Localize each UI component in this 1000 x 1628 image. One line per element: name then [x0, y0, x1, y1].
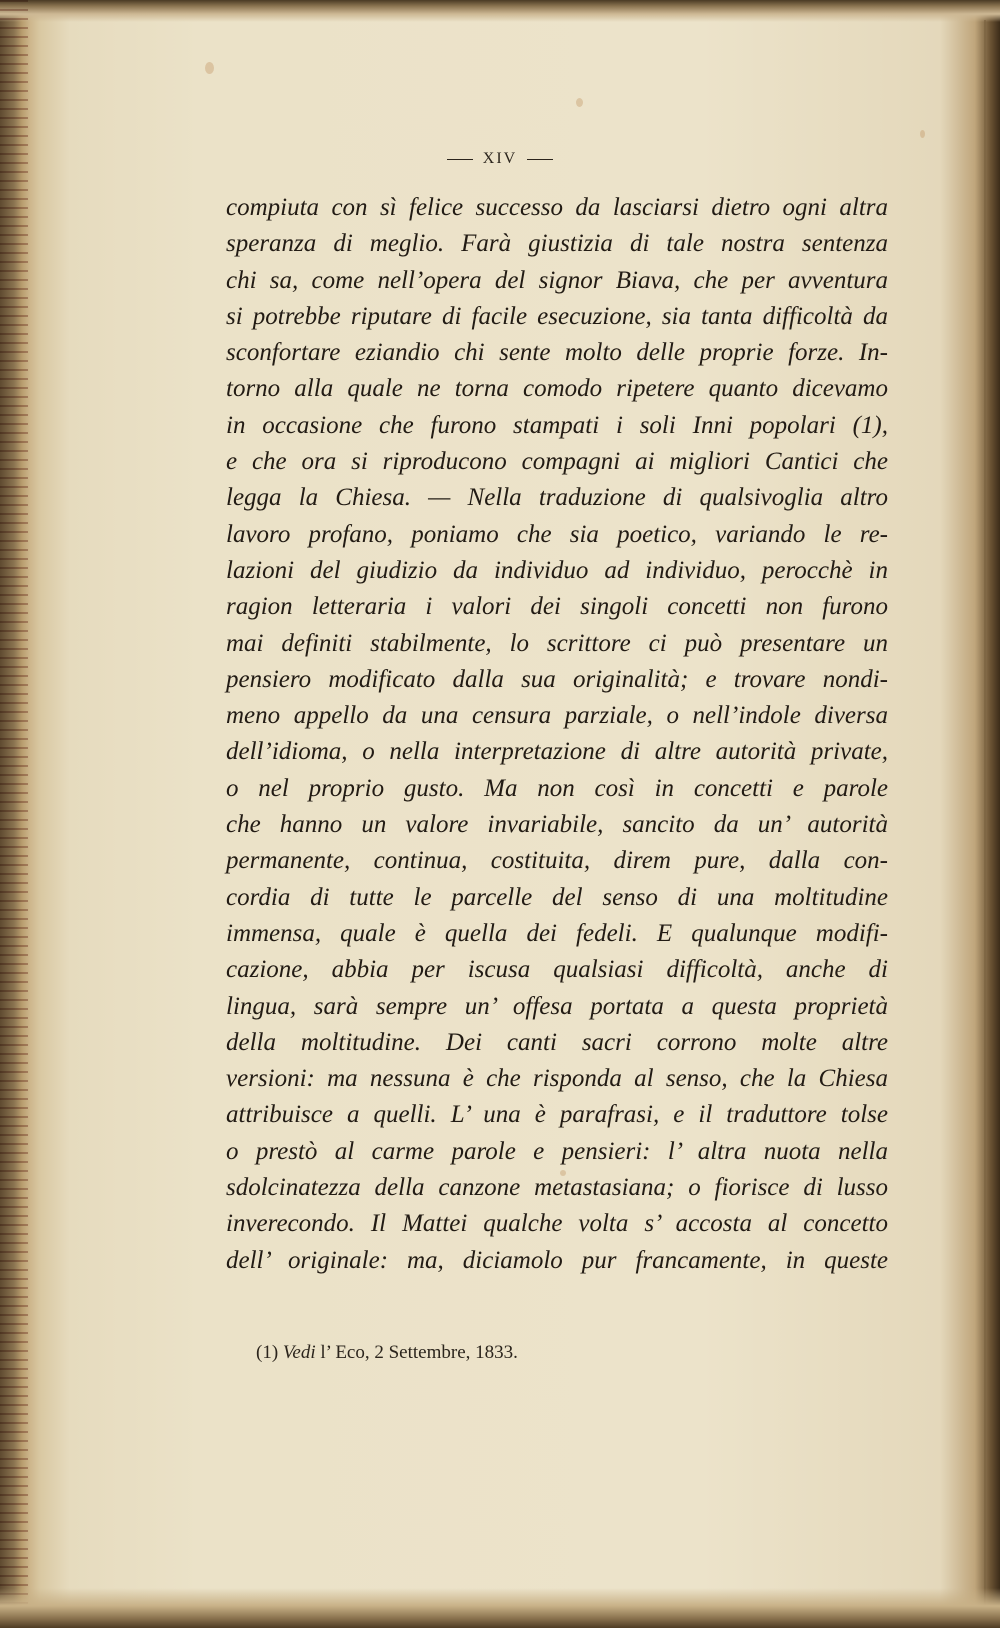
text-line: e che ora si riproducono compagni ai migliori Cantici che	[226, 448, 888, 476]
text-line: permanente, continua, costituita, direm pure, dalla con-	[226, 847, 888, 875]
page-number-dash-right	[527, 159, 553, 160]
text-line: cazione, abbia per iscusa qualsiasi difficoltà, anche di	[226, 956, 888, 984]
body-text	[226, 190, 888, 1279]
footnote-vedi: Vedi	[282, 1342, 316, 1363]
text-line: della moltitudine. Dei canti sacri corrono molte altre	[226, 1028, 888, 1056]
text-line: mai definiti stabilmente, lo scrittore ci può presentare un	[226, 629, 888, 657]
page-top-edge	[0, 0, 1000, 22]
page-right-edge	[984, 20, 986, 1610]
text-line: torno alla quale ne torna comodo ripetere quanto dicevamo	[226, 375, 888, 403]
text-line: cordia di tutte le parcelle del senso di una moltitudine	[226, 883, 888, 911]
page-number	[0, 150, 1000, 168]
text-line: chi sa, come nell’opera del signor Biava, che per avventura	[226, 266, 888, 294]
text-line: speranza di meglio. Farà giustizia di tale nostra sentenza	[226, 230, 888, 258]
footnote	[256, 1342, 518, 1364]
text-line: inverecondo. Il Mattei qualche volta s’ accosta al concetto	[226, 1210, 888, 1238]
text-line: che hanno un valore invariabile, sancito da un’ autorità	[226, 811, 888, 839]
page-bottom-edge	[0, 1588, 1000, 1628]
text-line: ragion letteraria i valori dei singoli concetti non furono	[226, 593, 888, 621]
text-line: lavoro profano, poniamo che sia poetico, variando le re-	[226, 520, 888, 548]
text-line: si potrebbe riputare di facile esecuzione, sia tanta difficoltà da	[226, 302, 888, 330]
text-line: sdolcinatezza della canzone metastasiana; o fiorisce di lusso	[226, 1174, 888, 1202]
text-line: in occasione che furono stampati i soli Inni popolari (1),	[226, 411, 888, 439]
page-number-dash-left	[447, 159, 473, 160]
text-line: meno appello da una censura parziale, o nell’indole diversa	[226, 702, 888, 730]
page-binding-edge	[0, 0, 28, 1628]
text-line: o nel proprio gusto. Ma non così in concetti e parole	[226, 774, 888, 802]
text-line: o prestò al carme parole e pensieri: l’ altra nuota nella	[226, 1137, 888, 1165]
footnote-text: l’ Eco, 2 Settembre, 1833.	[320, 1342, 518, 1363]
page-number-text: XIV	[482, 150, 518, 167]
text-line: immensa, quale è quella dei fedeli. E qualunque modifi-	[226, 919, 888, 947]
text-line: pensiero modificato dalla sua originalità; e trovare nondi-	[226, 665, 888, 693]
text-line: attribuisce a quelli. L’ una è parafrasi, e il traduttore tolse	[226, 1101, 888, 1129]
footnote-marker: (1)	[256, 1342, 279, 1363]
foxing-spot	[576, 98, 583, 107]
text-line: versioni: ma nessuna è che risponda al senso, che la Chiesa	[226, 1065, 888, 1093]
text-line: compiuta con sì felice successo da lasciarsi dietro ogni altra	[226, 194, 888, 221]
text-line: lingua, sarà sempre un’ offesa portata a questa proprietà	[226, 992, 888, 1020]
text-line: dell’ originale: ma, diciamolo pur francamente, in queste	[226, 1246, 888, 1274]
text-line: dell’idioma, o nella interpretazione di altre autorità private,	[226, 738, 888, 766]
text-line: lazioni del giudizio da individuo ad individuo, perocchè in	[226, 556, 888, 584]
foxing-spot	[920, 130, 925, 138]
foxing-spot	[205, 62, 214, 74]
text-line: legga la Chiesa. — Nella traduzione di qualsivoglia altro	[226, 484, 888, 512]
text-line: sconfortare eziandio chi sente molto delle proprie forze. In-	[226, 339, 888, 367]
